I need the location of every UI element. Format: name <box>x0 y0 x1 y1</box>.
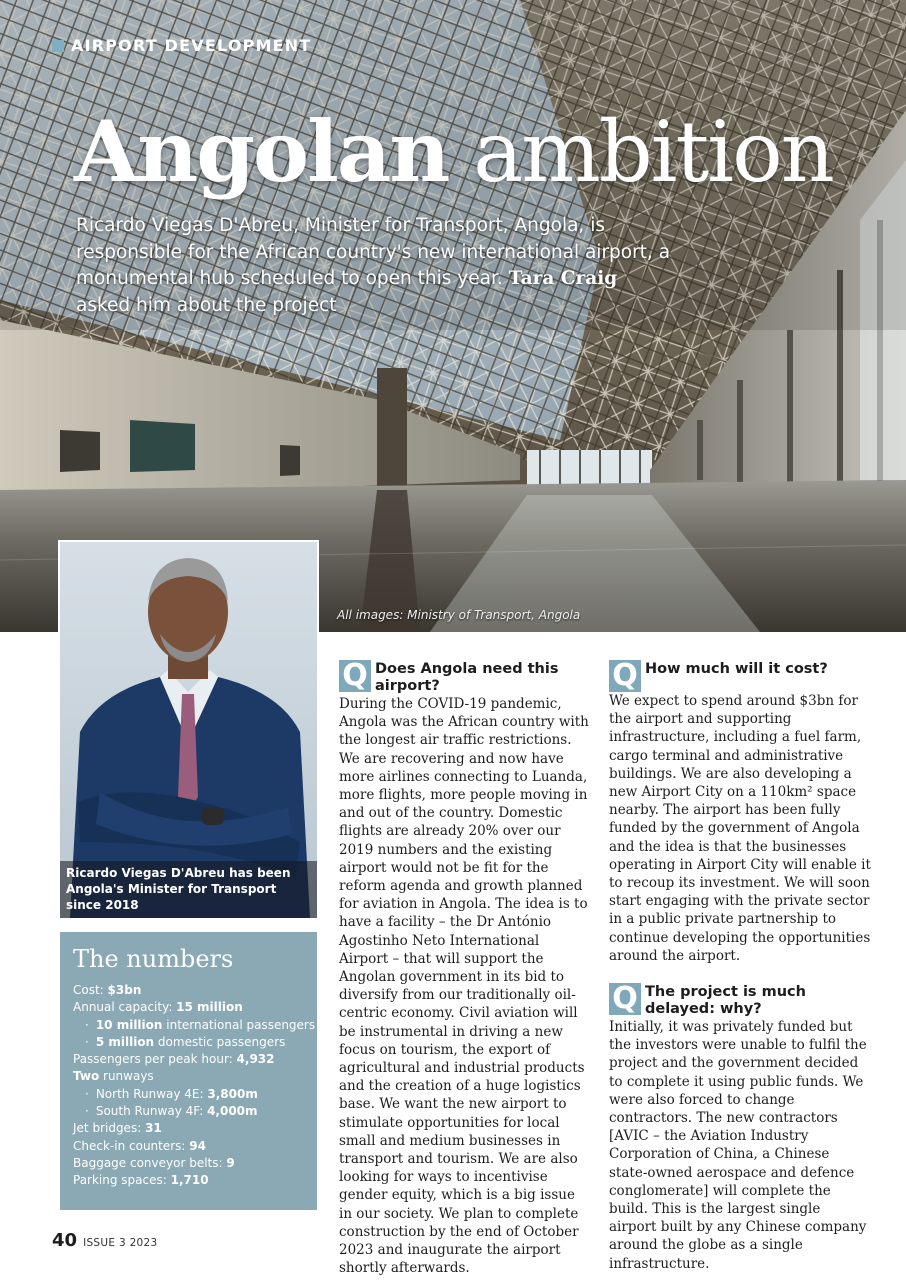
section-label <box>52 36 312 55</box>
numbers-row-value: Two <box>73 1069 100 1084</box>
standfirst-text: Ricardo Viegas D'Abreu, Minister for Transport, Angola, is responsible for the African country's new international airport, a monumental hub scheduled to open this year. <box>76 215 671 289</box>
page-number: 40 <box>52 1230 78 1251</box>
numbers-row-value: 3,800m <box>207 1086 258 1101</box>
q-icon: Q <box>339 660 371 692</box>
numbers-list <box>73 982 316 1190</box>
numbers-row <box>73 1068 305 1085</box>
question-1 <box>339 660 591 695</box>
section-label-text: AIRPORT DEVELOPMENT <box>71 36 312 55</box>
numbers-row-suffix: international passengers <box>162 1017 316 1032</box>
numbers-row-label: Annual capacity: <box>73 1000 177 1015</box>
question-2-text: How much will it cost? <box>645 661 828 677</box>
numbers-row <box>73 1138 305 1155</box>
numbers-row <box>73 1172 305 1189</box>
question-1-text: Does Angola need this airport? <box>375 661 559 694</box>
numbers-box <box>60 932 317 1210</box>
question-2-block <box>645 660 828 692</box>
issue-label: ISSUE 3 2023 <box>83 1237 158 1249</box>
numbers-row <box>73 982 305 999</box>
numbers-row-value: 1,710 <box>170 1173 209 1188</box>
numbers-title: The numbers <box>73 945 234 973</box>
standfirst <box>76 213 676 319</box>
section-marker-icon <box>52 40 64 52</box>
hero-photo <box>0 0 906 632</box>
numbers-row <box>73 1103 305 1120</box>
numbers-row-value: $3bn <box>107 983 142 997</box>
numbers-row-value: 94 <box>189 1138 206 1153</box>
portrait-caption: Ricardo Viegas D'Abreu has been Angola's Minister for Transport since 2018 <box>60 861 317 918</box>
numbers-row <box>73 1017 316 1034</box>
numbers-row-label: Parking spaces: <box>73 1173 171 1188</box>
question-2 <box>609 660 871 692</box>
numbers-row <box>73 1051 305 1068</box>
minister-portrait <box>58 540 319 920</box>
numbers-row <box>73 1120 305 1137</box>
article-column-2 <box>609 660 871 1273</box>
numbers-row-label: Cost: <box>73 983 108 997</box>
numbers-row-label: Jet bridges: <box>73 1121 146 1136</box>
numbers-row-label: Passengers per peak hour: <box>73 1052 237 1067</box>
numbers-row-value: 10 million <box>95 1017 163 1032</box>
numbers-row-suffix: domestic passengers <box>154 1034 286 1049</box>
numbers-row-label: North Runway 4E: <box>95 1086 208 1101</box>
headline <box>74 104 833 200</box>
byline-rest: asked him about the project <box>76 294 337 316</box>
numbers-row-value: 4,932 <box>236 1052 275 1067</box>
article-column-1 <box>339 660 591 1278</box>
numbers-row-value: 4,000m <box>207 1104 258 1119</box>
numbers-row <box>73 1086 305 1103</box>
question-3-text: The project is much delayed: why? <box>645 984 806 1018</box>
headline-regular: ambition <box>473 103 833 201</box>
headline-bold: Angolan <box>74 102 449 201</box>
numbers-row-label: South Runway 4F: <box>95 1104 208 1119</box>
numbers-row-label: Check-in counters: <box>73 1138 190 1153</box>
spacer <box>609 965 871 983</box>
numbers-row-value: 9 <box>226 1155 235 1170</box>
question-3 <box>609 983 871 1018</box>
photo-credit: All images: Ministry of Transport, Angola <box>337 608 581 622</box>
numbers-row-value: 15 million <box>176 1000 243 1015</box>
answer-1: During the COVID-19 pandemic, Angola was the African country with the longest air traffic restrictions. We are recovering and now have more airlines connecting to Luanda, more flights, more people moving in and out of the country. Domestic flights are already 20% over our 2019 numbers and the existing airport would not be fit for the reform agenda and growth planned for aviation in Angola. The idea is to have a facility – the Dr António Agostinho Neto International Airport – that will support the Angolan government in its bid to diversify from our traditionally oil-centric economy. Civil aviation will be instrumental in driving a new focus on tourism, the export of agricultural and industrial products and the creation of a huge logistics base. We want the new airport to stimulate opportunities for local small and medium businesses in transport and tourism. We are also looking for ways to incentivise gender equity, which is a big issue in our society. We plan to complete construction by the end of October 2023 and inaugurate the airport shortly afterwards. <box>339 696 589 1277</box>
numbers-row <box>73 1155 305 1172</box>
numbers-row-label: Baggage conveyor belts: <box>73 1155 227 1170</box>
numbers-row-suffix: runways <box>99 1069 154 1084</box>
q-icon: Q <box>609 660 641 692</box>
page-footer <box>52 1230 158 1251</box>
q-icon: Q <box>609 983 641 1015</box>
numbers-row <box>73 1034 305 1051</box>
byline-name: Tara Craig <box>508 268 618 289</box>
numbers-row-value: 31 <box>145 1121 162 1136</box>
answer-3: Initially, it was privately funded but the investors were unable to fulfil the project and the government decided to complete it using public funds. We were also forced to change contractors. The new contractors [AVIC – the Aviation Industry Corporation of China, a Chinese state-owned aerospace and defence conglomerate] will complete the build. This is the largest single airport built by any Chinese company around the globe as a single infrastructure. <box>609 1019 867 1272</box>
numbers-row <box>73 999 305 1016</box>
numbers-row-value: 5 million <box>95 1034 155 1049</box>
answer-2: We expect to spend around $3bn for the airport and supporting infrastructure, including a fuel farm, cargo terminal and administrative buildings. We are also developing a new Airport City on a 110km² space nearby. The airport has been fully funded by the government of Angola and the idea is that the businesses operating in Airport City will enable it to recoup its investment. We will soon start engaging with the private sector in a public private partnership to continue developing the opportunities around the airport. <box>609 693 871 964</box>
